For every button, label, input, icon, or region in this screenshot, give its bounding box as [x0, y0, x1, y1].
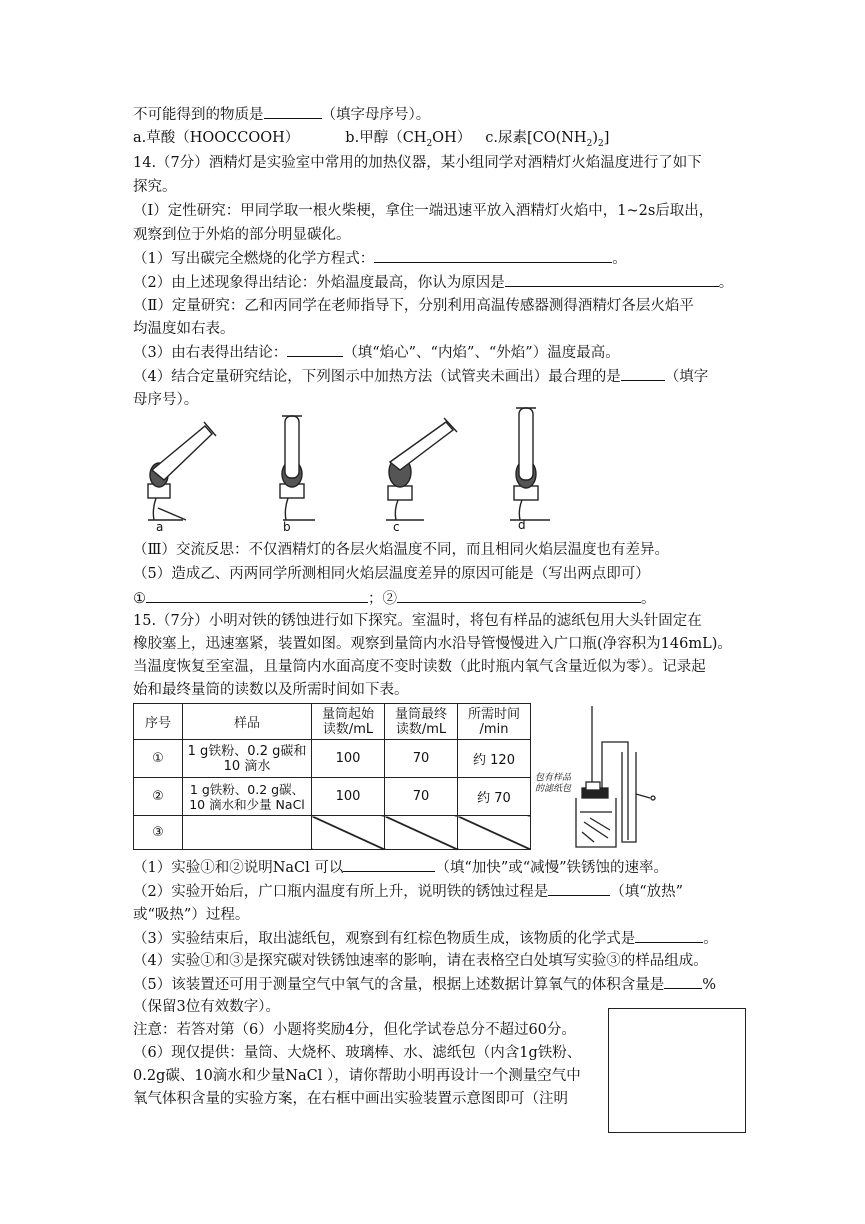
table-cell: 70	[385, 740, 458, 778]
text-line	[133, 928, 718, 949]
text-line	[133, 248, 627, 269]
table-cell: 约 120	[458, 740, 531, 778]
text-line: 探究。	[133, 179, 177, 195]
text-line: 均温度如右表。	[133, 321, 235, 337]
text: ①	[133, 591, 146, 607]
option-b: b.甲醇（CH	[345, 130, 427, 146]
table-cell-blank[interactable]	[183, 816, 312, 850]
table-cell: 100	[312, 740, 385, 778]
table-cell-slashed	[458, 816, 531, 850]
text-line	[133, 342, 620, 363]
table-cell: 1 g铁粉、0.2 g碳、 10 滴水和少量 NaCl	[183, 778, 312, 816]
text: （2）实验开始后，广口瓶内温度有所上升，说明铁的锈蚀过程是	[133, 884, 549, 900]
table-header: 序号	[134, 704, 183, 740]
subscript: 2	[586, 138, 593, 149]
option-a: a.草酸（HOOCCOOH）	[133, 130, 300, 146]
text: （5）该装置还可用于测量空气中氧气的含量，根据上述数据计算氧气的体积含量是	[133, 977, 665, 993]
table-row	[134, 778, 531, 816]
table-cell: 70	[385, 778, 458, 816]
figure-label-d: d	[518, 518, 526, 532]
figure-label-b: b	[283, 520, 291, 534]
text-line	[133, 366, 708, 387]
text: （填“加快”或“减慢”铁锈蚀的速率。	[435, 860, 669, 876]
answer-blank[interactable]	[397, 588, 641, 603]
answer-blank[interactable]	[343, 857, 435, 872]
text: OH）	[432, 130, 472, 146]
text: （2）由上述现象得出结论：外焰温度最高，你认为原因是	[133, 275, 505, 291]
apparatus-label: 的滤纸包	[535, 784, 572, 794]
answer-blank[interactable]	[374, 248, 612, 263]
question-14: 14.（7分）酒精灯是实验室中常用的加热仪器，某小组同学对酒精灯火焰温度进行了如下	[133, 155, 702, 171]
setup-a	[148, 422, 216, 520]
figure-label-c: c	[393, 520, 400, 534]
figure-label-a: a	[156, 520, 164, 534]
option-c: c.尿素[CO(NH	[485, 130, 587, 146]
table-cell-slashed	[385, 816, 458, 850]
drawing-answer-box[interactable]	[608, 1008, 746, 1133]
text-line: （Ⅱ）定量研究：乙和丙同学在老师指导下，分别利用高温传感器测得酒精灯各层火焰平	[133, 298, 694, 314]
text: （4）结合定量研究结论，下列图示中加热方法（试管夹未画出）最合理的是	[133, 369, 621, 385]
text: （3）由右表得出结论：	[133, 345, 288, 361]
table-header-row	[134, 704, 531, 740]
text-line: 观察到位于外焰的部分明显碳化。	[133, 227, 351, 243]
text: %	[702, 977, 717, 993]
text-line	[133, 128, 609, 154]
table-cell: ②	[134, 778, 183, 816]
setup-c	[386, 418, 457, 520]
text-line: 母序号）。	[133, 392, 199, 408]
table-header: 量筒最终 读数/mL	[385, 704, 458, 740]
note-line: 注意：若答对第（6）小题将奖励4分，但化学试卷总分不超过60分。	[133, 1022, 576, 1038]
text: )	[592, 130, 598, 146]
text: 。	[641, 591, 656, 607]
text-line: 当温度恢复至室温，且量筒内水面高度不变时读数（此时瓶内氧气含量近似为零）。记录起	[133, 659, 706, 675]
text-line	[133, 974, 716, 995]
answer-blank[interactable]	[264, 104, 322, 119]
text: （1）写出碳完全燃烧的化学方程式：	[133, 251, 375, 267]
text-line	[133, 272, 733, 293]
table-cell: 100	[312, 778, 385, 816]
heating-methods-figure	[128, 400, 568, 535]
text-line: 氧气体积含量的实验方案，在右框中画出实验装置示意图即可（注明	[133, 1091, 568, 1107]
text-line: （Ⅰ）定性研究：甲同学取一根火柴梗，拿住一端迅速平放入酒精灯火焰中，1~2s后取出，	[133, 203, 714, 219]
text: （3）实验结束后，取出滤纸包，观察到有红棕色物质生成，该物质的化学式是	[133, 931, 636, 947]
table-header: 量筒起始 读数/mL	[312, 704, 385, 740]
text-line: 或“吸热”）过程。	[133, 907, 250, 923]
subscript: 2	[597, 138, 604, 149]
table-header: 所需时间 /min	[458, 704, 531, 740]
setup-b	[280, 416, 315, 520]
text-line: 0.2g碳、10滴水和少量NaCl ），请你帮助小明再设计一个测量空气中	[133, 1068, 581, 1084]
question-15: 15.（7分）小明对铁的锈蚀进行如下探究。室温时，将包有样品的滤纸包用大头针固定在	[133, 613, 702, 629]
answer-blank[interactable]	[635, 928, 703, 943]
table-row	[134, 816, 531, 850]
table-cell-slashed	[312, 816, 385, 850]
text: ]	[603, 130, 610, 146]
table-cell: 约 70	[458, 778, 531, 816]
text: 。	[612, 251, 627, 267]
answer-blank[interactable]	[146, 588, 368, 603]
text: ；②	[368, 591, 397, 607]
table-row	[134, 740, 531, 778]
table-cell: 1 g铁粉、0.2 g碳和 10 滴水	[183, 740, 312, 778]
text-line	[133, 857, 668, 878]
text: 不可能得到的物质是	[133, 107, 264, 123]
text: 。	[718, 275, 734, 291]
text: （填“放热”	[610, 884, 684, 900]
setup-d	[510, 408, 550, 520]
answer-blank[interactable]	[548, 881, 610, 896]
text: （填“焰心”、“内焰”、“外焰”）温度最高。	[343, 345, 620, 361]
answer-blank[interactable]	[287, 342, 343, 357]
text: 。	[703, 931, 718, 947]
answer-blank[interactable]	[621, 366, 665, 381]
text: （1）实验①和②说明NaCl 可以	[133, 860, 344, 876]
table-cell: ③	[134, 816, 183, 850]
answer-blank[interactable]	[664, 974, 702, 989]
text-line	[133, 881, 683, 902]
text-line	[133, 104, 430, 125]
text: （填字	[664, 369, 709, 385]
table-header: 样品	[183, 704, 312, 740]
answer-blank[interactable]	[505, 272, 719, 287]
text-line: （4）实验①和③是探究碳对铁锈蚀速率的影响，请在表格空白处填写实验③的样品组成。	[133, 953, 708, 969]
text-line	[133, 588, 656, 609]
apparatus-label: 包有样品	[535, 773, 572, 783]
text-line: 始和最终量筒的读数以及所需时间如下表。	[133, 682, 409, 698]
text-line: （Ⅲ）交流反思：不仅酒精灯的各层火焰温度不同，而且相同火焰层温度也有差异。	[133, 542, 669, 558]
text: （填字母序号）。	[321, 107, 431, 123]
text-line: （保留3位有效数字）。	[133, 999, 280, 1015]
subscript: 2	[426, 138, 433, 149]
text-line: 橡胶塞上，迅速塞紧，装置如图。观察到量筒内水沿导管慢慢进入广口瓶(净容积为146mL)。	[133, 636, 732, 652]
text-line: （6）现仅提供：量筒、大烧杯、玻璃棒、水、滤纸包（内含1g铁粉、	[133, 1045, 582, 1061]
text-line: （5）造成乙、丙两同学所测相同火焰层温度差异的原因可能是（写出两点即可）	[133, 566, 650, 582]
table-cell: ①	[134, 740, 183, 778]
experiment-table	[133, 703, 531, 850]
